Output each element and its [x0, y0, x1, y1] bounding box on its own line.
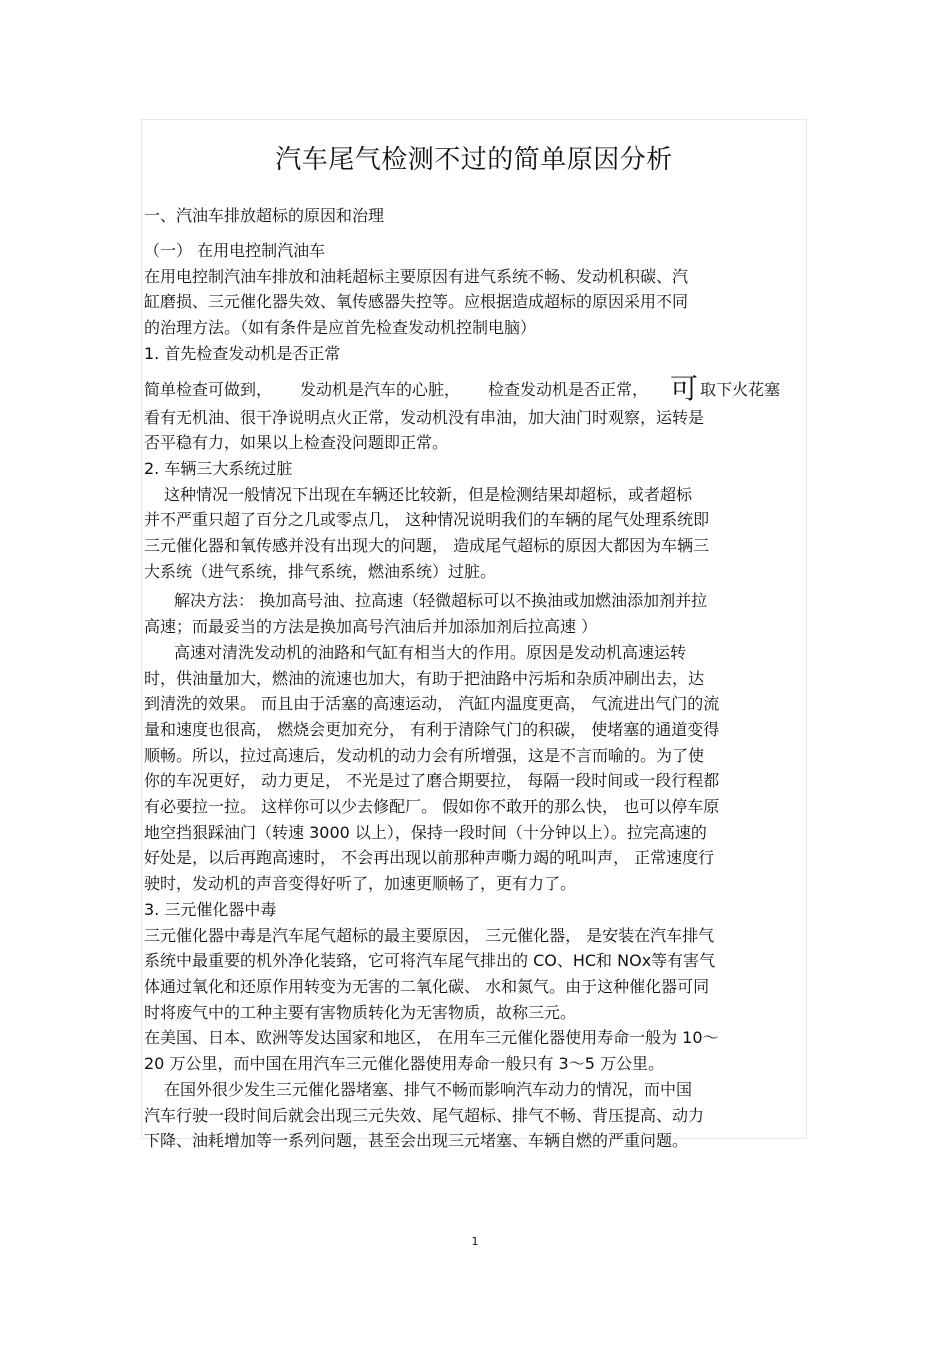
body-line: 体通过氧化和还原作用转变为无害的二氧化碳、 水和氮气。由于这种催化器可同 — [144, 976, 710, 996]
body-line: 地空挡狠踩油门（转速 3000 以上），保持一段时间（十分钟以上）。拉完高速的 — [144, 822, 707, 842]
body-line: 三元催化器中毒是汽车尾气超标的最主要原因， 三元催化器， 是安装在汽车排气 — [144, 925, 715, 945]
intro-line: 缸磨损、三元催化器失效、氧传感器失控等。应根据造成超标的原因采用不同 — [144, 292, 689, 312]
body-line: 你的车况更好， 动力更足， 不光是过了磨合期要拉， 每隔一段时间或一段行程都 — [144, 771, 720, 791]
item-heading: 1. 首先检查发动机是否正常 — [144, 343, 341, 363]
body-line: 汽车行驶一段时间后就会出现三元失效、尾气超标、排气不畅、背压提高、动力 — [144, 1105, 705, 1125]
body-line: 在国外很少发生三元催化器堵塞、排气不畅而影响汽车动力的情况，而中国 — [164, 1079, 693, 1099]
body-line: 并不严重只超了百分之几或零点几， 这种情况说明我们的车辆的尾气处理系统即 — [144, 510, 710, 530]
enlarged-character: 可 — [670, 371, 699, 405]
body-line: 大系统（进气系统，排气系统，燃油系统）过脏。 — [144, 561, 497, 581]
body-line: 好处是，以后再跑高速时， 不会再出现以前那种声嘶力竭的吼叫声， 正常速度行 — [144, 848, 715, 868]
body-line: 顺畅。所以，拉过高速后，发动机的动力会有所增强，这是不言而喻的。为了使 — [144, 745, 705, 765]
body-line: 高速；而最妥当的方法是换加高号汽油后并加添加剂后拉高速 ） — [144, 617, 598, 637]
body-line: 时，供油量加大，燃油的流速也加大，有助于把油路中污垢和杂质冲刷出去，达 — [144, 668, 705, 688]
subsection-heading: （一） 在用电控制汽油车 — [144, 241, 326, 260]
body-line: 驶时，发动机的声音变得好听了，加速更顺畅了，更有力了。 — [144, 874, 577, 894]
body-line: 到清洗的效果。 而且由于活塞的高速运动， 汽缸内温度更高， 气流进出气门的流 — [144, 694, 720, 714]
item-heading: 2. 车辆三大系统过脏 — [144, 458, 293, 478]
body-line: 否平稳有力，如果以上检查没问题即正常。 — [144, 433, 449, 453]
body-line: 时将废气中的工种主要有害物质转化为无害物质，故称三元。 — [144, 1002, 577, 1022]
text-fragment: 取下火花塞 — [700, 379, 781, 399]
page-number: 1 — [471, 1235, 479, 1248]
body-line: 看有无机油、很干净说明点火正常，发动机没有串油，加大油门时观察，运转是 — [144, 407, 705, 427]
section-heading: 一、汽油车排放超标的原因和治理 — [144, 206, 385, 225]
intro-line: 在用电控制汽油车排放和油耗超标主要原因有进气系统不畅、发动机积碳、汽 — [144, 266, 689, 286]
body-line: 这种情况一般情况下出现在车辆还比较新，但是检测结果却超标，或者超标 — [164, 484, 693, 504]
item-heading: 3. 三元催化器中毒 — [144, 899, 277, 919]
body-line: 量和速度也很高， 燃烧会更加充分， 有利于清除气门的积碳， 使堵塞的通道变得 — [144, 719, 720, 739]
body-line: 在美国、日本、欧洲等发达国家和地区， 在用车三元催化器使用寿命一般为 10～ — [144, 1028, 719, 1048]
body-line: 系统中最重要的机外净化装臵，它可将汽车尾气排出的 CO、HC和 NOx等有害气 — [144, 951, 716, 971]
body-line: 高速对清洗发动机的油路和气缸有相当大的作用。原因是发动机高速运转 — [174, 642, 687, 662]
intro-line: 的治理方法。（如有条件是应首先检查发动机控制电脑） — [144, 318, 537, 338]
body-line: 下降、油耗增加等一系列问题，甚至会出现三元堵塞、车辆自燃的严重问题。 — [144, 1131, 689, 1151]
document-body — [144, 140, 804, 1154]
body-line: 有必要拉一拉。 这样你可以少去修配厂。 假如你不敢开的那么快， 也可以停车原 — [144, 797, 720, 817]
text-fragment: 检查发动机是否正常， — [488, 379, 649, 399]
body-line: 三元催化器和氧传感并没有出现大的问题， 造成尾气超标的原因大都因为车辆三 — [144, 536, 710, 556]
document-title: 汽车尾气检测不过的简单原因分析 — [275, 145, 673, 175]
body-line: 20 万公里，而中国在用汽车三元催化器使用寿命一般只有 3～5 万公里。 — [144, 1054, 664, 1074]
item1-first-line — [144, 371, 804, 405]
text-fragment: 简单检查可做到， — [144, 379, 273, 399]
text-fragment: 发动机是汽车的心脏， — [300, 379, 461, 399]
body-line: 解决方法： 换加高号油、拉高速（轻微超标可以不换油或加燃油添加剂并拉 — [174, 591, 708, 611]
